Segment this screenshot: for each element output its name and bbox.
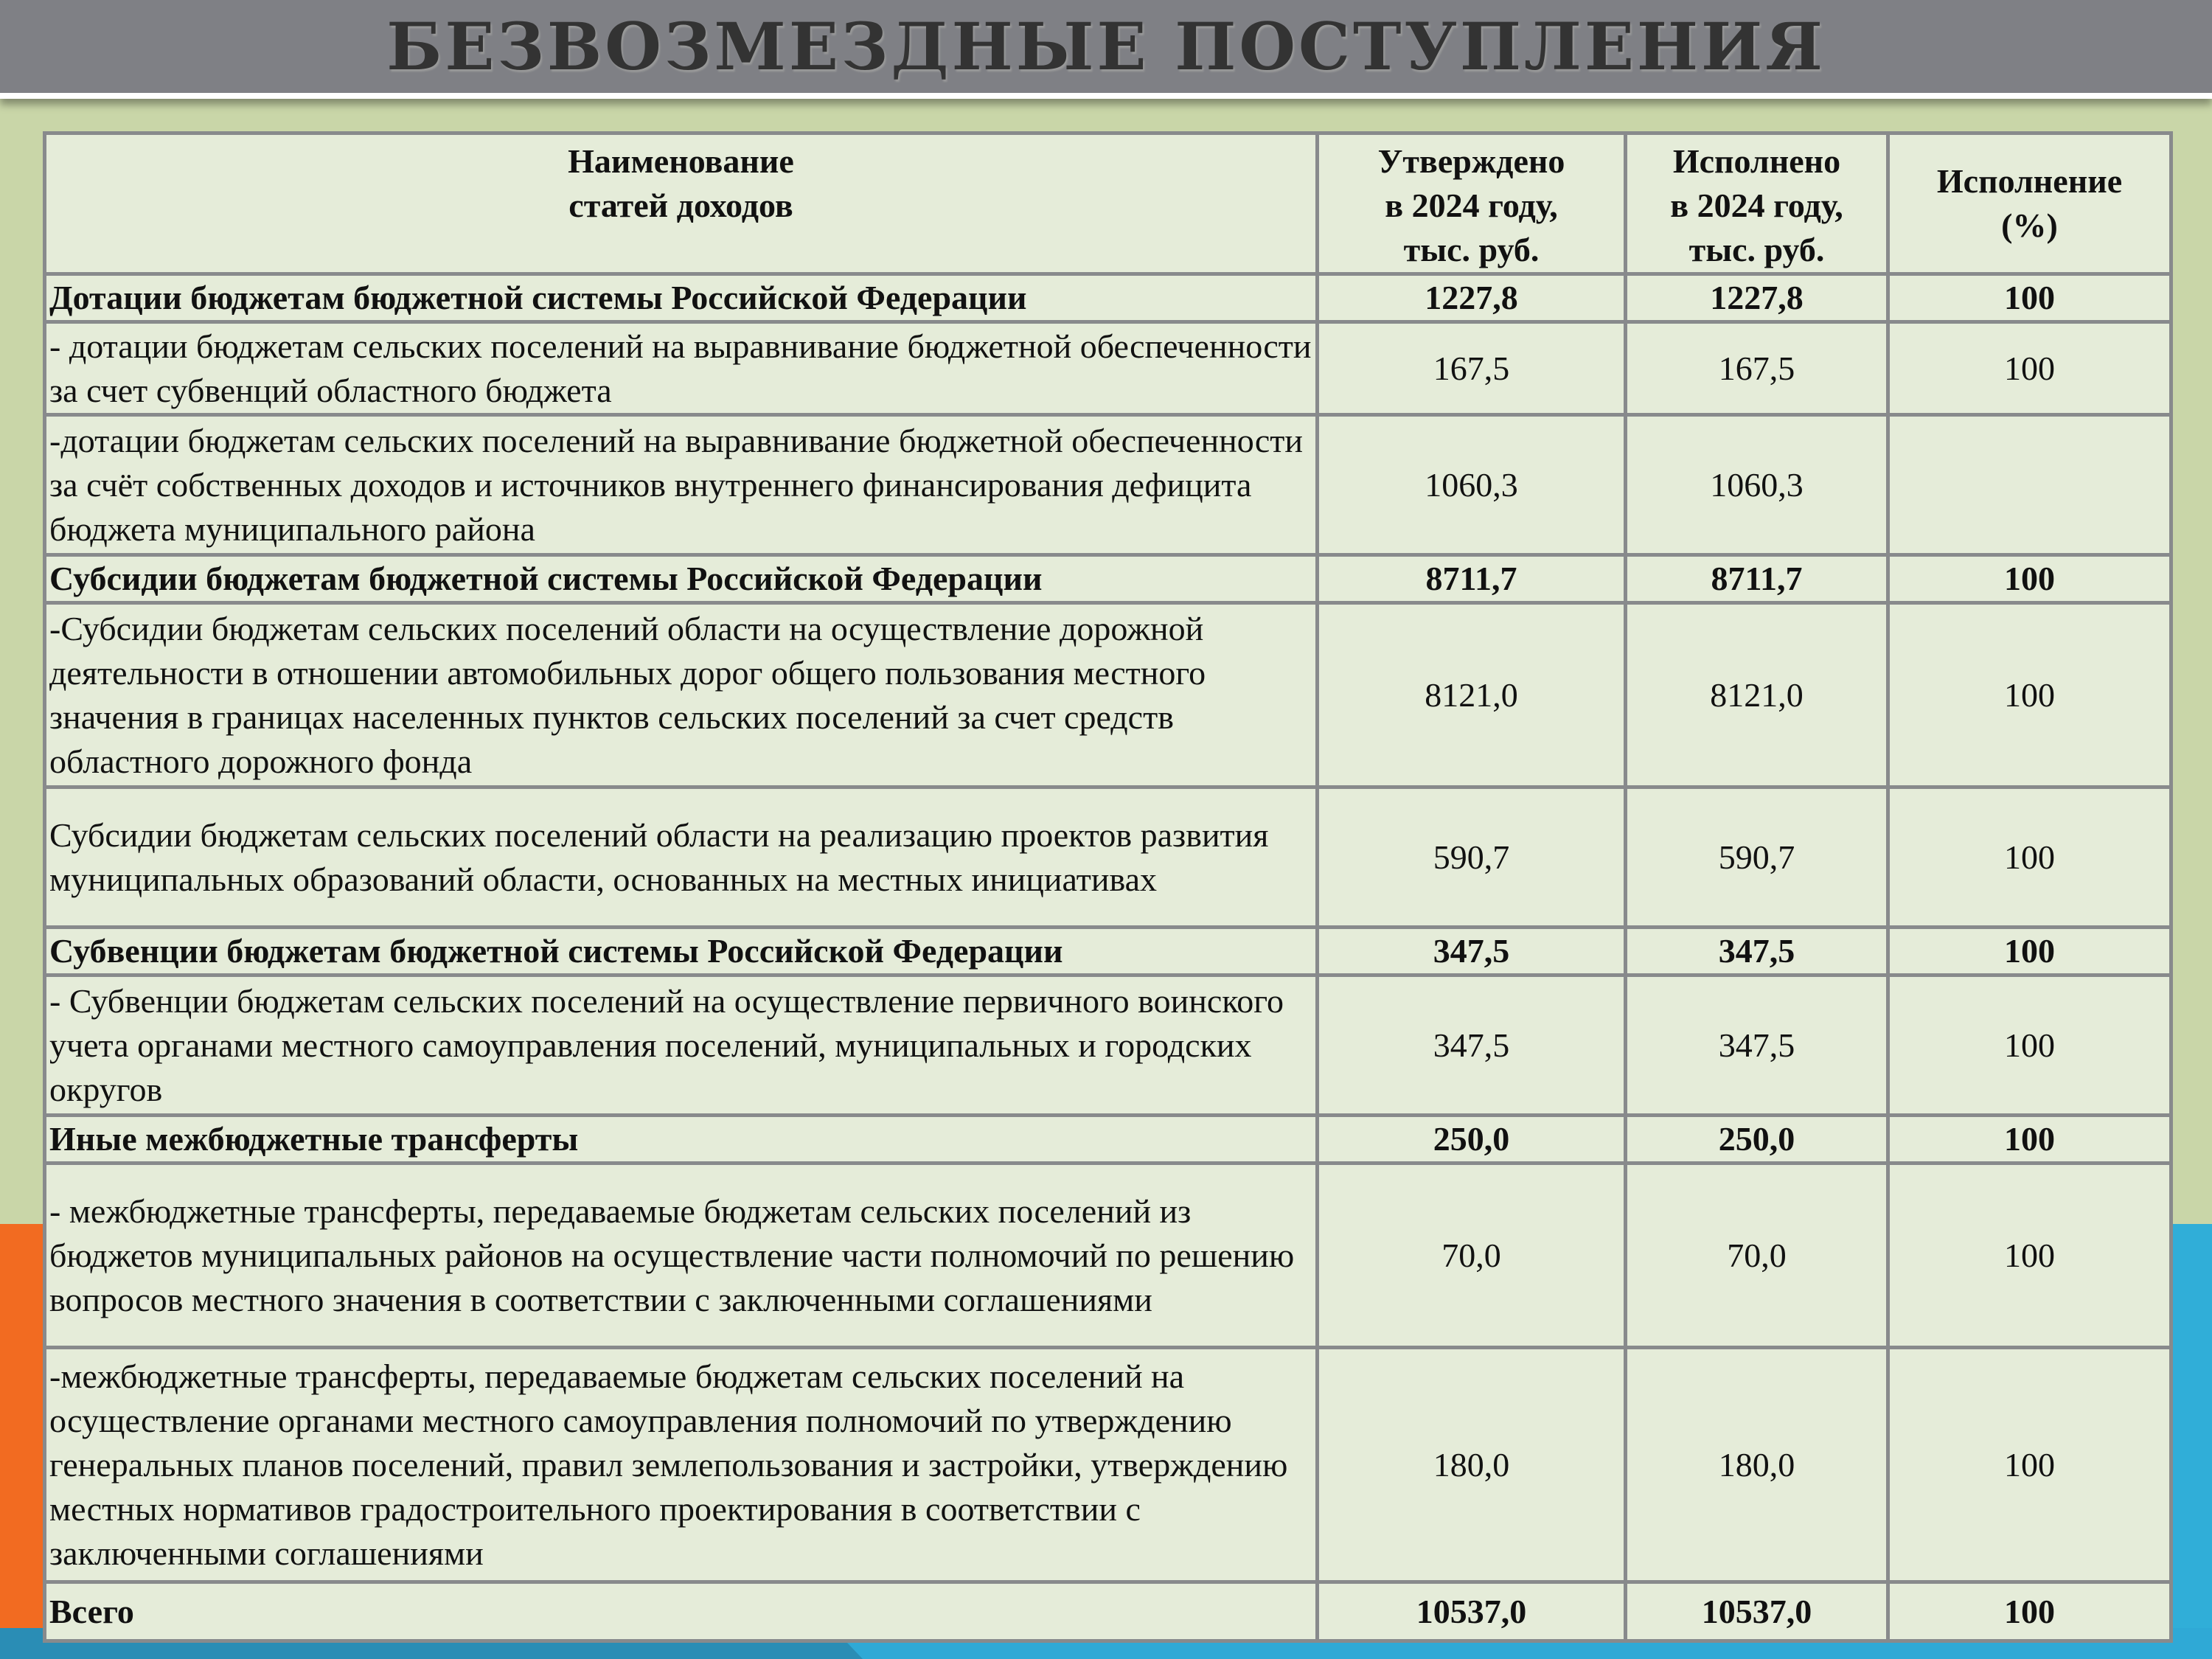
row-name: -дотации бюджетам сельских поселений на выравнивание бюджетной обеспеченности за счёт собственных доходов и источников внутреннего финансирования дефицита бюджета муниципального района [45,415,1318,555]
row-executed: 250,0 [1626,1116,1888,1164]
table-row [45,322,2171,415]
row-percent: 100 [1888,1116,2171,1164]
row-percent: 100 [1888,928,2171,975]
table-row [45,555,2171,603]
row-executed: 1060,3 [1626,415,1888,555]
row-approved: 70,0 [1318,1164,1626,1348]
total-label: Всего [45,1582,1318,1641]
row-percent: 100 [1888,322,2171,415]
row-executed: 347,5 [1626,975,1888,1116]
decor-orange-stripe [0,1224,47,1659]
header-name: Наименование статей доходов [45,133,1318,274]
row-percent: 100 [1888,1164,2171,1348]
row-approved: 1227,8 [1318,274,1626,322]
row-approved: 167,5 [1318,322,1626,415]
row-percent: 100 [1888,1348,2171,1582]
row-approved: 347,5 [1318,975,1626,1116]
table-row [45,274,2171,322]
row-executed: 8121,0 [1626,603,1888,787]
row-percent: 100 [1888,555,2171,603]
row-name: Субвенции бюджетам бюджетной системы Российской Федерации [45,928,1318,975]
row-name: Иные межбюджетные трансферты [45,1116,1318,1164]
row-approved: 8711,7 [1318,555,1626,603]
row-approved: 180,0 [1318,1348,1626,1582]
row-approved: 590,7 [1318,787,1626,928]
row-name: - межбюджетные трансферты, передаваемые бюджетам сельских поселений из бюджетов муниципальных районов на осуществление части полномочий по решению вопросов местного значения в соответствии с заключенными соглашениями [45,1164,1318,1348]
row-percent [1888,415,2171,555]
row-name: Субсидии бюджетам сельских поселений области на реализацию проектов развития муниципальных образований области, основанных на местных инициативах [45,787,1318,928]
row-percent: 100 [1888,274,2171,322]
total-executed: 10537,0 [1626,1582,1888,1641]
table-total-row [45,1582,2171,1641]
table-row [45,928,2171,975]
table-header-row [45,133,2171,274]
row-percent: 100 [1888,787,2171,928]
income-table [43,131,2173,1643]
total-approved: 10537,0 [1318,1582,1626,1641]
header-executed: Исполнено в 2024 году, тыс. руб. [1626,133,1888,274]
row-name: Субсидии бюджетам бюджетной системы Российской Федерации [45,555,1318,603]
header-percent: Исполнение (%) [1888,133,2171,274]
title-bar [0,0,2212,99]
row-executed: 8711,7 [1626,555,1888,603]
table-row [45,415,2171,555]
row-name: -межбюджетные трансферты, передаваемые бюджетам сельских поселений на осуществление органами местного самоуправления полномочий по утверждению генеральных планов поселений, правил землепользования и застройки, утверждению местных нормативов градостроительного проектирования в соответствии с заключенными соглашениями [45,1348,1318,1582]
row-percent: 100 [1888,975,2171,1116]
row-percent: 100 [1888,603,2171,787]
row-executed: 347,5 [1626,928,1888,975]
row-name: - Субвенции бюджетам сельских поселений на осуществление первичного воинского учета органами местного самоуправления поселений, муниципальных и городских округов [45,975,1318,1116]
page-title: БЕЗВОЗМЕЗДНЫЕ ПОСТУПЛЕНИЯ [386,8,1826,85]
table-row [45,603,2171,787]
row-executed: 590,7 [1626,787,1888,928]
table-row [45,1164,2171,1348]
row-name: Дотации бюджетам бюджетной системы Российской Федерации [45,274,1318,322]
row-executed: 70,0 [1626,1164,1888,1348]
row-executed: 180,0 [1626,1348,1888,1582]
total-percent: 100 [1888,1582,2171,1641]
header-approved: Утверждено в 2024 году, тыс. руб. [1318,133,1626,274]
table-row [45,1116,2171,1164]
row-approved: 1060,3 [1318,415,1626,555]
row-executed: 167,5 [1626,322,1888,415]
row-approved: 250,0 [1318,1116,1626,1164]
row-approved: 8121,0 [1318,603,1626,787]
table-row [45,787,2171,928]
table-row [45,975,2171,1116]
row-executed: 1227,8 [1626,274,1888,322]
table-row [45,1348,2171,1582]
row-name: -Субсидии бюджетам сельских поселений области на осуществление дорожной деятельности в отношении автомобильных дорог общего пользования местного значения в границах населенных пунктов сельских поселений за счет средств областного дорожного фонда [45,603,1318,787]
row-name: - дотации бюджетам сельских поселений на выравнивание бюджетной обеспеченности за счет субвенций областного бюджета [45,322,1318,415]
row-approved: 347,5 [1318,928,1626,975]
